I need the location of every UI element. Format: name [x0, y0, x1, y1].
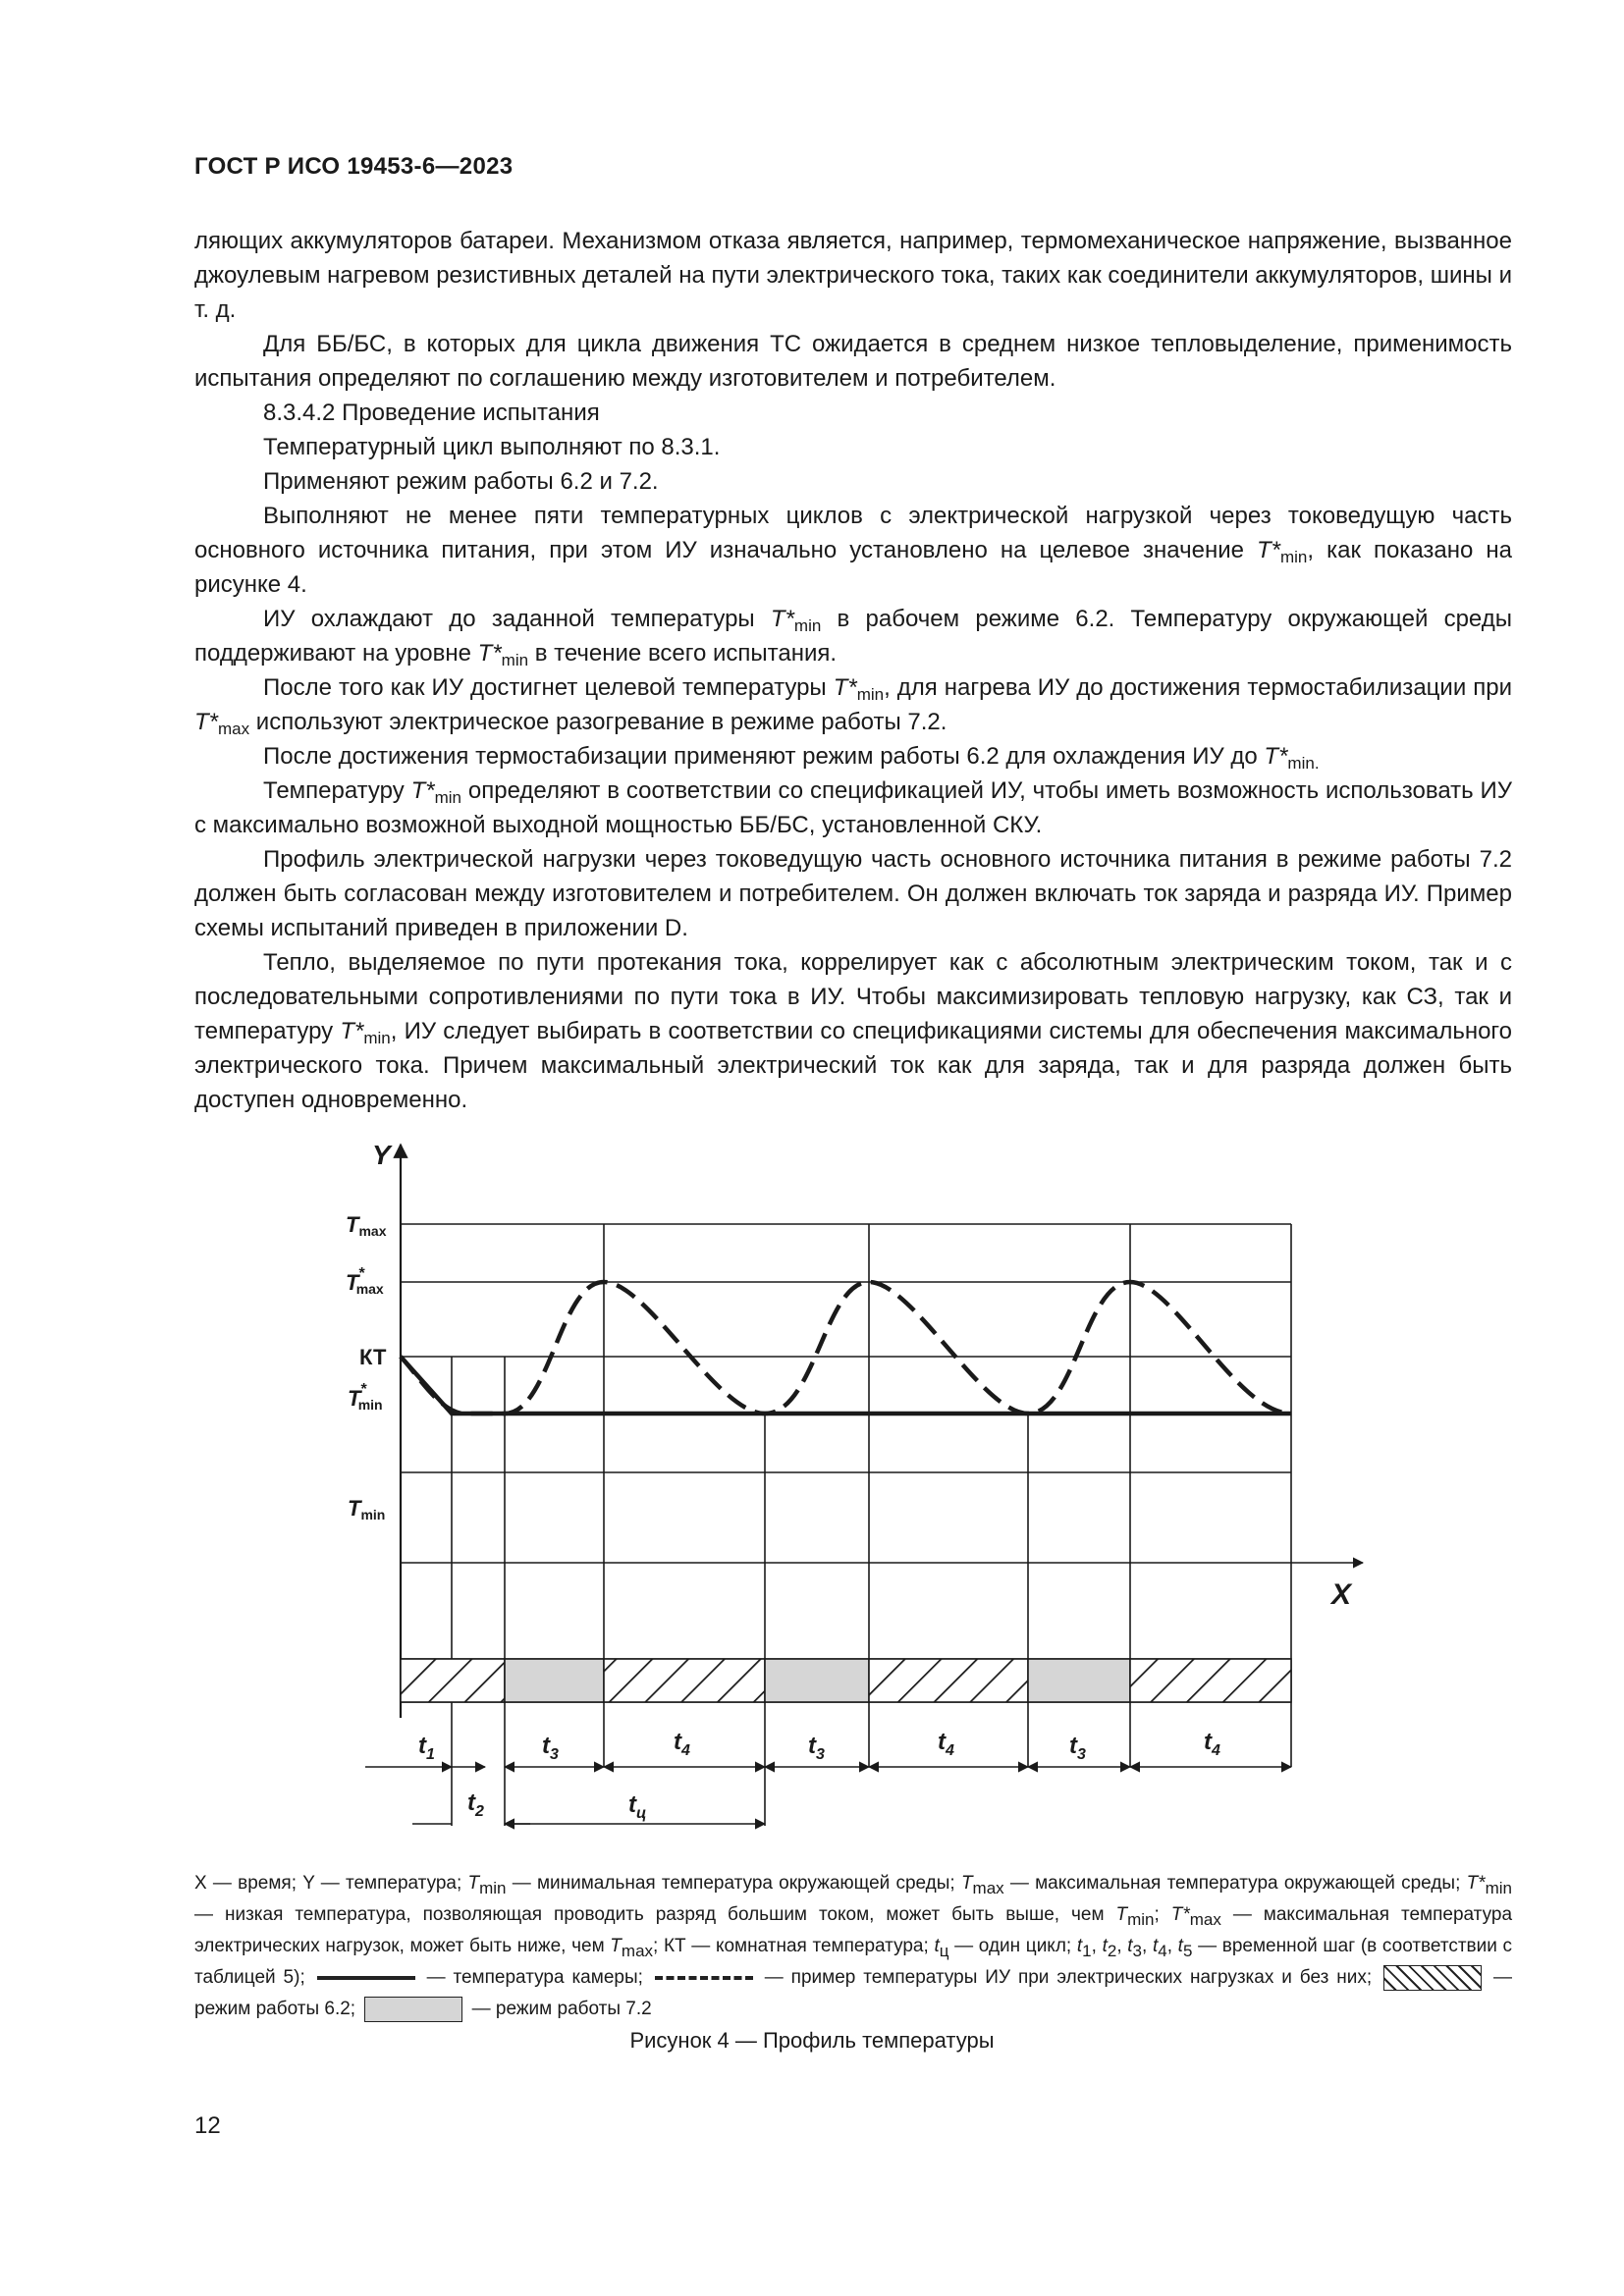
- interval-label-t3: $t_3$: [808, 1733, 825, 1763]
- figure-legend: X — время; Y — температура; $T_{min}$ — минимальная температура окружающей среды; $T_{max}$ — максимальная температура окружающей среды; $T*_{min}$ — низкая температура, позволяющая проводить разряд большим током, может быть выше, чем $T_{min}$; $T*_{max}$ — максимальная температура электрических нагрузок, может быть ниже, чем $T_{max}$; КТ — комнатная температура; $t_ц$ — один цикл; $t_1$, $t_2$, $t_3$, $t_4$, $t_5$ — временной шаг (в соответствии с таблицей 5); — температура камеры; — пример температуры ИУ при электрических нагрузках и без них; — режим работы 6.2; — режим работы 7.2: [194, 1868, 1512, 2025]
- legend-hatched-swatch: [1383, 1965, 1482, 1991]
- paragraph: Профиль электрической нагрузки через токоведущую часть основного источника питания в режиме работы 7.2 должен быть согласован между изготовителем и потребителем. Он должен включать ток заряда и разряда ИУ. Пример схемы испытаний приведен в приложении D.: [194, 846, 1512, 941]
- mode-7-2-segment: [1028, 1659, 1130, 1702]
- paragraph: Для ББ/БС, в которых для цикла движения ТС ожидается в среднем низкое тепловыделение, применимость испытания определяют по соглашению между изготовителем и потребителем.: [194, 331, 1512, 392]
- paragraph: ИУ охлаждают до заданной температуры $T*_{min}$ в рабочем режиме 6.2. Температуру окружающей среды поддерживают на уровне $T*_{min}$ в течение всего испытания.: [194, 606, 1513, 669]
- interval-label-t4: $t_4$: [674, 1729, 690, 1759]
- page-number: 12: [194, 2112, 221, 2139]
- chamber-temperature-line: [401, 1357, 1291, 1414]
- interval-label-t3: $t_3$: [542, 1733, 559, 1763]
- y-tick-kt: КТ: [359, 1345, 387, 1369]
- section-heading: 8.3.4.2 Проведение испытания: [263, 400, 600, 426]
- interval-label-t3: $t_3$: [1069, 1733, 1086, 1763]
- y-tick-tmax: Tmax: [346, 1212, 387, 1239]
- paragraph: После достижения термостабизации применяют режим работы 6.2 для охлаждения ИУ до $T*_{min.}$: [263, 743, 1320, 773]
- paragraph: ляющих аккумуляторов батареи. Механизмом отказа является, например, термомеханическое напряжение, вызванное джоулевым нагревом резистивных деталей на пути электрического тока, таких как соединители аккумуляторов, шины и т. д.: [194, 228, 1512, 323]
- mode-6-2-segment: [604, 1659, 765, 1702]
- mode-6-2-segment: [401, 1659, 505, 1702]
- y-tick-tstar-min: T* min: [348, 1381, 383, 1413]
- interval-label-t4: $t_4$: [1204, 1729, 1220, 1759]
- paragraph: Применяют режим работы 6.2 и 7.2.: [263, 468, 659, 495]
- paragraph: Выполняют не менее пяти температурных циклов с электрической нагрузкой через токоведущую часть основного источника питания, при этом ИУ изначально установлено на целевое значение $T*_{min}$, как показано на рисунке 4.: [194, 503, 1512, 598]
- paragraph: После того как ИУ достигнет целевой температуры $T*_{min}$, для нагрева ИУ до достижения термостабилизации при $T*_{max}$ используют электрическое разогревание в режиме работы 7.2.: [194, 674, 1512, 738]
- legend-dashed-line-swatch: [655, 1976, 753, 1980]
- paragraph: Температурный цикл выполняют по 8.3.1.: [263, 434, 721, 460]
- paragraph: Температуру $T*_{min}$ определяют в соответствии со спецификацией ИУ, чтобы иметь возможность использовать ИУ с максимально возможной выходной мощностью ББ/БС, установленной СКУ.: [194, 777, 1512, 838]
- interval-label-t4: $t_4$: [938, 1729, 954, 1759]
- interval-label-t2: $t_2$: [467, 1789, 484, 1820]
- dut-temperature-line: [401, 1282, 1291, 1414]
- legend-solid-line-swatch: [317, 1976, 415, 1980]
- figure-caption: Рисунок 4 — Профиль температуры: [629, 2028, 995, 2053]
- mode-6-2-segment: [869, 1659, 1028, 1702]
- interval-label-tc: $t_ц$: [628, 1791, 647, 1822]
- x-axis-label: X: [1331, 1578, 1352, 1611]
- y-tick-tstar-max: T* max: [346, 1265, 384, 1297]
- paragraph: Тепло, выделяемое по пути протекания тока, коррелирует как с абсолютным электрическим током, так и с последовательными сопротивлениями по пути тока в ИУ. Чтобы максимизировать тепловую нагрузку, как СЗ, так и температуру $T*_{min}$, ИУ следует выбирать в соответствии со спецификациями системы для обеспечения максимального электрического тока. Причем максимальный электрический ток как для заряда, так и для разряда должен быть доступен одновременно.: [194, 949, 1513, 1113]
- mode-6-2-segment: [1130, 1659, 1291, 1702]
- y-tick-tmin: Tmin: [348, 1496, 386, 1522]
- y-axis-label: Y: [372, 1140, 391, 1170]
- interval-label-t1: $t_1$: [418, 1733, 435, 1763]
- document-header: ГОСТ Р ИСО 19453-6—2023: [194, 153, 514, 180]
- mode-7-2-segment: [505, 1659, 604, 1702]
- legend-gray-swatch: [364, 1997, 462, 2022]
- mode-7-2-segment: [765, 1659, 869, 1702]
